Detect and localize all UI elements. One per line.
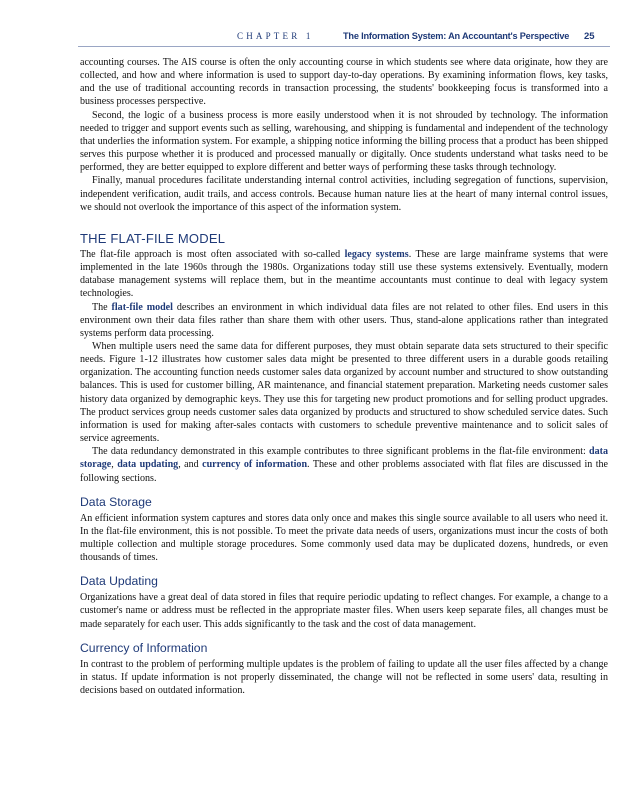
- subsection-heading-data-storage: Data Storage: [80, 494, 152, 509]
- paragraph-data-redundancy: [80, 445, 608, 484]
- chapter-label: CHAPTER 1: [237, 31, 314, 41]
- chapter-title: The Information System: An Accountant's Perspective: [343, 31, 570, 41]
- text-run: . These and other problems associated with flat files are discussed in the following sections.: [80, 459, 608, 484]
- paragraph-data-storage: An efficient information system captures and stores data only once and makes this single source available to all users who need it. In the flat-file environment, this is not possible. To meet the private data needs of users, organizations must incur the costs of both multiple collection and multiple storage procedures. Some commonly used data may be duplicated dozens, hundreds, or even thousands of times.: [80, 512, 608, 564]
- text-run: , and: [178, 459, 203, 471]
- key-term-data-storage: data storage: [80, 446, 608, 471]
- text-run: ,: [111, 459, 118, 471]
- key-term-currency-of-information: currency of information: [202, 459, 308, 471]
- subsection-heading-data-updating: Data Updating: [80, 574, 158, 589]
- key-term-legacy-systems: legacy systems: [344, 248, 409, 260]
- text-run: describes an environment in which individual data files are not related to other files. End users in this environment own their data files rather than share them with other users. Thus, stand-alone applications rather than integrated systems perform data processing.: [80, 301, 609, 339]
- header-rule: [78, 46, 610, 47]
- text-run: The data redundancy demonstrated in this example contributes to three significant problems in the flat-file environment:: [92, 446, 590, 458]
- paragraph-data-updating: Organizations have a great deal of data stored in files that require periodic updating to reflect changes. For example, a change to a customer's name or address must be reflected in the appropriate master files. When users keep separate files, all changes must be made separately for each user. This adds significantly to the task and the cost of data management.: [80, 592, 608, 630]
- text-run: . These are large mainframe systems that were implemented in the late 1960s through the 1980s. Organizations today still use these systems extensively. Eventually, modern database management systems will replace them, but in the meantime accountants must continue to deal with legacy system technologies.: [80, 248, 608, 300]
- paragraph-flat-file-model: [80, 301, 608, 340]
- paragraph-currency-of-information: In contrast to the problem of performing multiple updates is the problem of failing to update all the user files affected by a change in status. If update information is not properly disseminated, the change will not be reflected in some users' data, resulting in decisions based on outdated information.: [80, 658, 608, 697]
- text-run: The: [92, 301, 112, 313]
- page-number: 25: [584, 31, 595, 42]
- key-term-data-updating: data updating: [117, 459, 179, 471]
- subsection-heading-currency-of-information: Currency of Information: [80, 640, 208, 655]
- paragraph-multiple-users: When multiple users need the same data for different purposes, they must obtain separate data sets structured to their specific needs. Figure 1-12 illustrates how customer sales data might be presented to three different users in a durable goods retailing organization. The accounting function needs customer sales data organized by account number and structured to show outstanding balances. This is used for customer billing, AR maintenance, and financial statement preparation. Marketing needs customer sales history data organized by demographic keys. They use this for targeting new product promotions and for selling product upgrades. The product services group needs customer sales data organized by products and structured to show scheduled service dates. Such information is used for making after-sales contacts with customers to schedule preventive maintenance and to solicit sales of service agreements.: [80, 340, 608, 445]
- paragraph-legacy-systems: [80, 248, 608, 301]
- paragraph-intro-2: Second, the logic of a business process is more easily understood when it is not shrouded by technology. The information needed to trigger and support events such as selling, warehousing, and shipping is fundamental and independent of the technology that underlies the information system. For example, a shipping notice informing the billing process that a product has been shipped serves this purpose whether it is produced and processed manually or digitally. Once students understand what tasks need to be performed, they are better equipped to explore different and better ways of performing these tasks through technology.: [80, 109, 608, 174]
- running-head: [0, 31, 639, 45]
- paragraph-intro-3: Finally, manual procedures facilitate understanding internal control activities, including segregation of functions, supervision, independent verification, audit trails, and access controls. Because human nature lies at the heart of many internal control issues, we should not overlook the importance of this aspect of the information system.: [80, 175, 608, 213]
- paragraph-intro-1: accounting courses. The AIS course is often the only accounting course in which students see where data originate, how they are collected, and how and where information is used to support day-to-day operations. By examining information flows, key tasks, and the use of traditional accounting records in transaction processing, the students' bookkeeping focus is transformed into a business processes perspective.: [80, 57, 608, 108]
- section-heading-flat-file-model: THE FLAT-FILE MODEL: [80, 230, 226, 246]
- body-text: [80, 56, 608, 697]
- key-term-flat-file-model: flat-file model: [111, 301, 173, 313]
- text-run: The flat-file approach is most often associated with so-called: [80, 248, 345, 260]
